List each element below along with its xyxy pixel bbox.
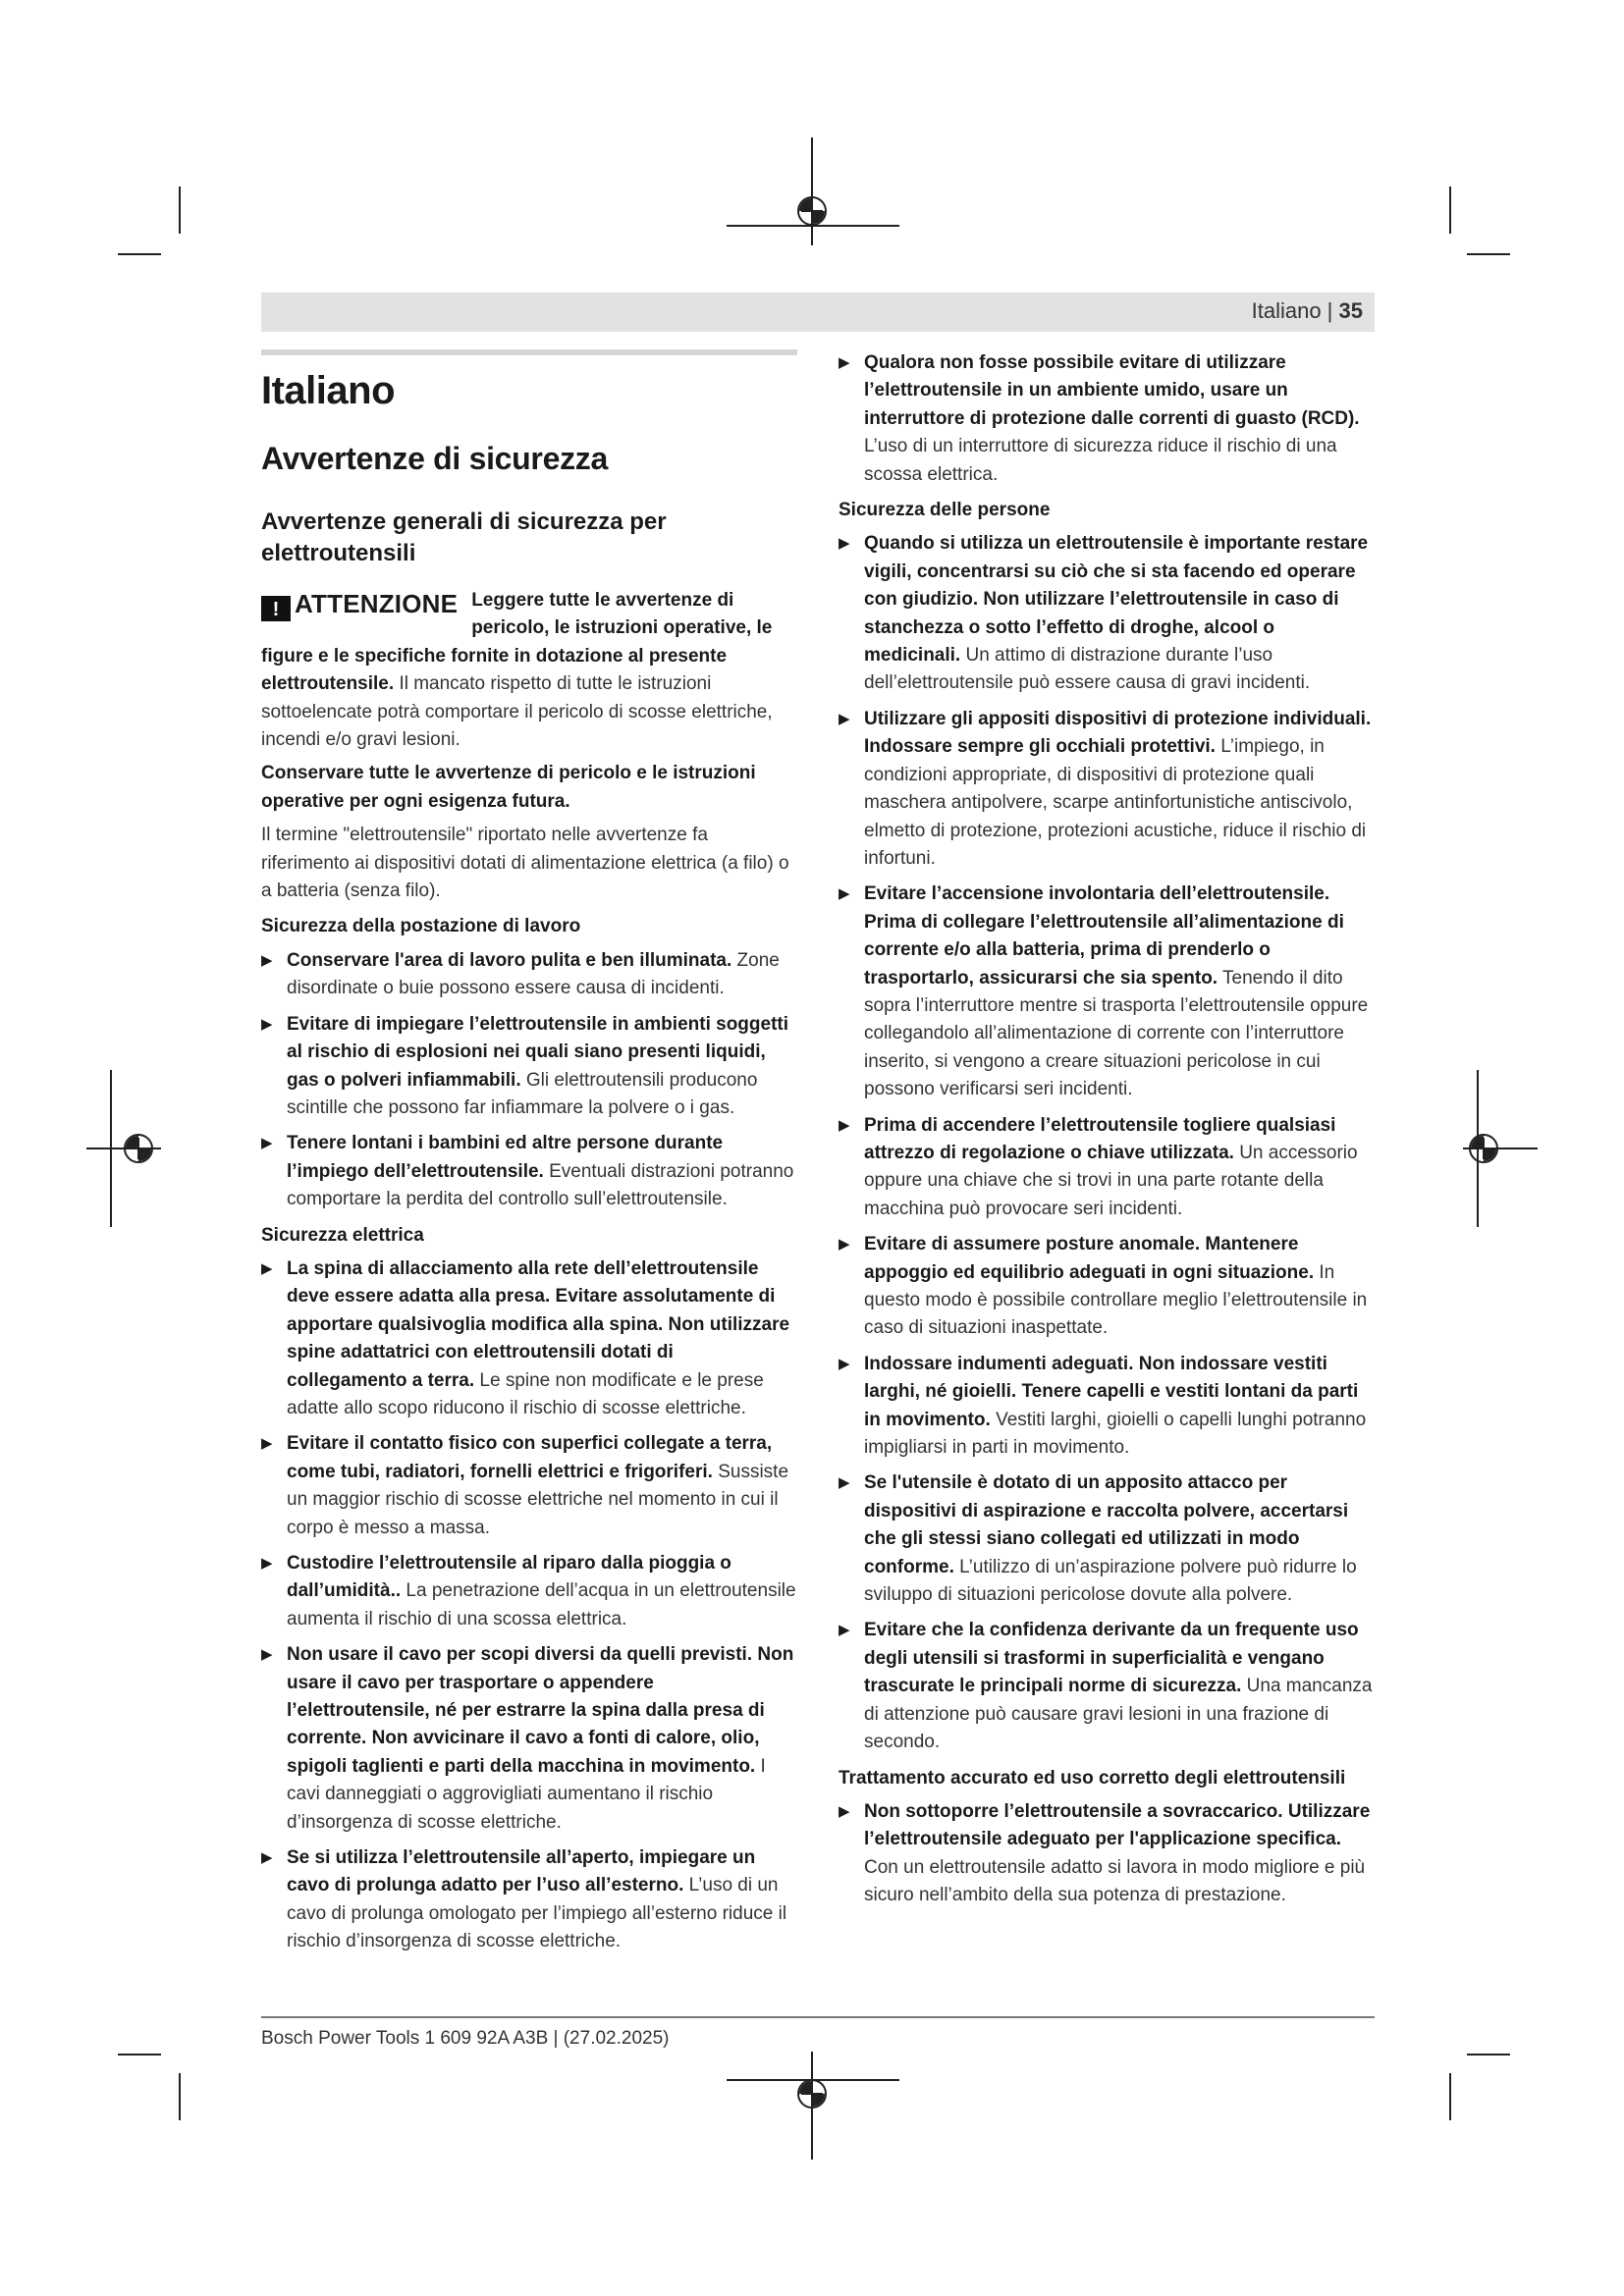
list-item <box>261 1430 797 1542</box>
bullet-arrow-icon: ▶ <box>261 1555 273 1572</box>
list-item <box>839 881 1375 1103</box>
crop-mark <box>118 2054 161 2056</box>
bullet-arrow-icon: ▶ <box>261 1646 273 1664</box>
header-language: Italiano <box>1251 298 1322 323</box>
header-label: Italiano | 35 <box>1251 298 1363 323</box>
warning-label <box>261 589 458 621</box>
item-bold-text: Quando si utilizza un elettroutensile è importante restare vigili, concentrarsi su ciò che si sta facendo ed operare con giudizio. Non utilizzare l’elettroutensile in caso di stanchezza o sotto l’effetto di droghe, alcool o medicinali. <box>864 533 1369 667</box>
page-header <box>261 293 1375 332</box>
list-item <box>261 1011 797 1123</box>
bullet-arrow-icon: ▶ <box>839 354 850 371</box>
item-text: L’utilizzo di un’aspirazione polvere può ridurre lo sviluppo di situazioni pericolose dovute alla polvere. <box>864 1556 1357 1606</box>
item-text: Un attimo di distrazione durante l’uso dell’elettroutensile può essere causa di gravi incidenti. <box>864 645 1311 694</box>
list-item <box>839 1351 1375 1463</box>
list-item <box>839 1231 1375 1343</box>
workplace-list <box>261 947 797 1214</box>
item-bold-text: Non sottoporre l’elettroutensile a sovraccarico. Utilizzare l’elettroutensile adeguato per l'applicazione specifica. <box>864 1800 1371 1850</box>
item-text: Sussiste un maggior rischio di scosse elettriche nel momento in cui il corpo è messo a massa. <box>287 1461 789 1538</box>
page-title: Italiano <box>261 369 396 412</box>
warning-block <box>261 587 797 754</box>
item-text: I cavi danneggiati o aggrovigliati aumentano il rischio d’insorgenza di scosse elettriche. <box>287 1755 766 1833</box>
bullet-arrow-icon: ▶ <box>261 1135 273 1152</box>
item-text: Eventuali distrazioni potranno comportare la perdita del controllo sull’elettroutensile. <box>287 1160 794 1210</box>
item-bold-text: Evitare di impiegare l’elettroutensile in ambienti soggetti al rischio di esplosioni nei quali siano presenti liquidi, gas o polveri infiammabili. <box>287 1013 789 1091</box>
crop-mark <box>1449 187 1451 234</box>
item-bold-text: Custodire l’elettroutensile al riparo dalla pioggia o dall’umidità.. <box>287 1553 731 1602</box>
list-item <box>839 1112 1375 1224</box>
electric-list <box>261 1255 797 1956</box>
bullet-arrow-icon: ▶ <box>839 1622 850 1639</box>
bullet-arrow-icon: ▶ <box>839 1116 850 1134</box>
warning-label-text: ATTENZIONE <box>295 589 459 618</box>
list-item <box>839 1798 1375 1910</box>
warning-bold-text: Leggere tutte le avvertenze di pericolo, le istruzioni operative, le figure e le specifiche fornite in dotazione al presente elettroutensile. <box>261 590 773 695</box>
bullet-arrow-icon: ▶ <box>839 885 850 903</box>
right-column <box>839 349 1375 1918</box>
crop-mark <box>811 137 813 245</box>
bullet-arrow-icon: ▶ <box>261 1435 273 1453</box>
registration-mark-icon <box>124 1134 153 1163</box>
list-item <box>261 1844 797 1956</box>
care-list <box>839 1798 1375 1910</box>
crop-mark <box>1449 2073 1451 2120</box>
item-bold-text: Evitare il contatto fisico con superfici collegate a terra, come tubi, radiatori, fornelli elettrici e frigoriferi. <box>287 1433 773 1482</box>
item-bold-text: Se si utilizza l’elettroutensile all’aperto, impiegare un cavo di prolunga adatto per l’uso all’esterno. <box>287 1847 756 1896</box>
keep-instructions: Conservare tutte le avvertenze di pericolo e le istruzioni operative per ogni esigenza futura. <box>261 763 756 812</box>
bullet-arrow-icon: ▶ <box>839 1474 850 1492</box>
bullet-arrow-icon: ▶ <box>839 1355 850 1372</box>
bullet-arrow-icon: ▶ <box>839 1802 850 1820</box>
item-bold-text: Se l'utensile è dotato di un apposito attacco per dispositivi di aspirazione e raccolta polvere, accertarsi che gli stessi siano collegati ed utilizzati in modo conforme. <box>864 1472 1349 1577</box>
care-heading: Trattamento accurato ed uso corretto degli elettroutensili <box>839 1767 1346 1789</box>
item-text: Con un elettroutensile adatto si lavora in modo migliore e più sicuro nell’ambito della sua potenza di prestazione. <box>864 1856 1366 1906</box>
electric-cont-list <box>839 349 1375 489</box>
persons-heading: Sicurezza delle persone <box>839 500 1051 521</box>
bullet-arrow-icon: ▶ <box>261 951 273 969</box>
list-item <box>839 706 1375 873</box>
list-item <box>839 1617 1375 1756</box>
item-text: Vestiti larghi, gioielli o capelli lunghi potranno impigliarsi in parti in movimento. <box>864 1409 1367 1459</box>
bullet-arrow-icon: ▶ <box>261 1849 273 1867</box>
item-text: L’uso di un cavo di prolunga omologato per l’impiego all’esterno riduce il rischio d’insorgenza di scosse elettriche. <box>287 1875 787 1952</box>
registration-mark-icon <box>797 2079 827 2109</box>
footer-rule <box>261 2016 1375 2018</box>
item-bold-text: Evitare di assumere posture anomale. Mantenere appoggio ed equilibrio adeguati in ogni situazione. <box>864 1234 1315 1283</box>
electric-heading: Sicurezza elettrica <box>261 1224 424 1246</box>
registration-mark-icon <box>797 196 827 226</box>
item-bold-text: Conservare l'area di lavoro pulita e ben illuminata. <box>287 949 732 971</box>
warning-triangle-icon: ! <box>261 596 291 621</box>
list-item <box>261 1130 797 1213</box>
item-text: Gli elettroutensili producono scintille che possono far infiammare la polvere o i gas. <box>287 1069 758 1118</box>
item-bold-text: Utilizzare gli appositi dispositivi di protezione individuali. Indossare sempre gli occhiali protettivi. <box>864 708 1372 758</box>
section-title: Avvertenze di sicurezza <box>261 441 608 476</box>
registration-mark-icon <box>1469 1134 1498 1163</box>
subsection-title: Avvertenze generali di sicurezza per elettroutensili <box>261 508 667 566</box>
bullet-arrow-icon: ▶ <box>839 1236 850 1254</box>
crop-mark <box>1467 2054 1510 2056</box>
term-definition: Il termine "elettroutensile" riportato nelle avvertenze fa riferimento ai dispositivi dotati di alimentazione elettrica (a filo) o a batteria (senza filo). <box>261 825 789 902</box>
item-bold-text: Evitare che la confidenza derivante da un frequente uso degli utensili si trasformi in superficialità e vengano trascurate le principali norme di sicurezza. <box>864 1620 1359 1697</box>
crop-mark <box>118 253 161 255</box>
item-text: L’uso di un interruttore di sicurezza riduce il rischio di una scossa elettrica. <box>864 436 1337 485</box>
persons-list <box>839 530 1375 1756</box>
bullet-arrow-icon: ▶ <box>839 710 850 727</box>
item-bold-text: Prima di accendere l’elettroutensile togliere qualsiasi attrezzo di regolazione o chiave utilizzata. <box>864 1114 1336 1163</box>
workplace-heading: Sicurezza della postazione di lavoro <box>261 916 581 937</box>
list-item <box>261 1255 797 1422</box>
column-divider <box>261 349 797 355</box>
item-text: Una mancanza di attenzione può causare gravi lesioni in una frazione di secondo. <box>864 1676 1373 1753</box>
item-text: Un accessorio oppure una chiave che si trovi in una parte rotante della macchina può provocare seri incidenti. <box>864 1142 1358 1219</box>
list-item <box>261 1641 797 1837</box>
item-text: La penetrazione dell’acqua in un elettroutensile aumenta il rischio di una scossa elettrica. <box>287 1580 796 1629</box>
page-number: 35 <box>1338 298 1363 323</box>
bullet-arrow-icon: ▶ <box>839 535 850 553</box>
bullet-arrow-icon: ▶ <box>261 1015 273 1033</box>
item-bold-text: Indossare indumenti adeguati. Non indossare vestiti larghi, né gioielli. Tenere capelli e vestiti lontani da parti in movimento. <box>864 1353 1359 1430</box>
item-bold-text: Evitare l’accensione involontaria dell’elettroutensile. Prima di collegare l’elettroutensile all’alimentazione di corrente e/o alla batteria, prima di prenderlo o trasportarlo, assicurarsi che sia spento. <box>864 883 1344 988</box>
list-item <box>261 947 797 1003</box>
item-text: Tenendo il dito sopra l’interruttore mentre si trasporta l’elettroutensile oppure collegandolo all’alimentazione di corrente con l’interruttore inserito, si vengono a creare situazioni pericolose in cui possono verificarsi seri incidenti. <box>864 967 1369 1100</box>
item-text: In questo modo è possibile controllare meglio l’elettroutensile in caso di situazioni inaspettate. <box>864 1261 1368 1339</box>
crop-mark <box>1467 253 1510 255</box>
crop-mark <box>179 2073 181 2120</box>
item-bold-text: Tenere lontani i bambini ed altre persone durante l’impiego dell’elettroutensile. <box>287 1133 724 1182</box>
list-item <box>261 1550 797 1633</box>
left-column <box>261 349 797 1964</box>
list-item <box>839 349 1375 489</box>
footer-text: Bosch Power Tools 1 609 92A A3B | (27.02.2025) <box>261 2028 670 2049</box>
item-bold-text: Non usare il cavo per scopi diversi da quelli previsti. Non usare il cavo per trasportare o appendere l’elettroutensile, né per estrarre la spina dalla presa di corrente. Non avvicinare il cavo a fonti di calore, olio, spigoli taglienti e parti della macchina in movimento. <box>287 1644 794 1777</box>
item-bold-text: La spina di allacciamento alla rete dell’elettroutensile deve essere adatta alla presa. Evitare assolutamente di apportare qualsivoglia modifica alla spina. Non utilizzare spine adattatrici con elettroutensili dotati di collegamento a terra. <box>287 1257 790 1391</box>
item-text: L’impiego, in condizioni appropriate, di dispositivi di protezione quali maschera antipolvere, scarpe antinfortunistiche antiscivolo, elmetto di protezione, protezioni acustiche, riduce il rischio di infortuni. <box>864 736 1367 869</box>
crop-mark <box>179 187 181 234</box>
bullet-arrow-icon: ▶ <box>261 1259 273 1277</box>
item-text: Zone disordinate o buie possono essere causa di incidenti. <box>287 949 780 999</box>
list-item <box>839 1469 1375 1609</box>
item-text: Le spine non modificate e le prese adatte allo scopo riducono il rischio di scosse elettriche. <box>287 1369 764 1418</box>
item-bold-text: Qualora non fosse possibile evitare di utilizzare l’elettroutensile in un ambiente umido, usare un interruttore di protezione dalle correnti di guasto (RCD). <box>864 352 1360 429</box>
list-item <box>839 530 1375 697</box>
warning-text: Il mancato rispetto di tutte le istruzioni sottoelencate potrà comportare il pericolo di scosse elettriche, incendi e/o gravi lesioni. <box>261 673 773 751</box>
